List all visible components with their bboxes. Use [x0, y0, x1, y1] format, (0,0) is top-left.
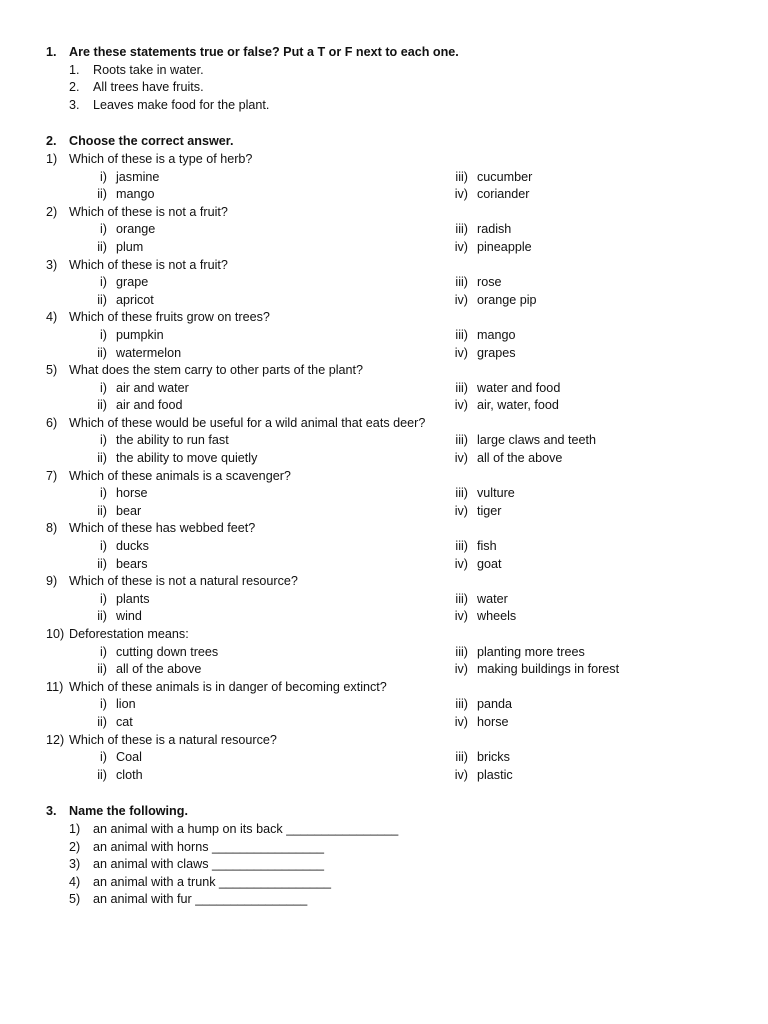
item-text: an animal with a trunk ________________ [93, 874, 332, 889]
option-numeral: iv) [454, 662, 468, 677]
answer-option [455, 696, 513, 714]
option-text: the ability to move quietly [116, 451, 258, 466]
question-text: Which of these would be useful for a wild animal that eats deer? [69, 415, 426, 430]
question-number: 1) [46, 151, 58, 166]
question-text: Which of these animals is in danger of becoming extinct? [69, 679, 387, 694]
option-numeral: iv) [454, 292, 468, 307]
true-false-item [0, 79, 768, 97]
option-row [0, 380, 768, 398]
option-text: plum [116, 239, 144, 254]
option-numeral: ii) [97, 714, 107, 729]
option-row [0, 239, 768, 257]
option-numeral: iii) [455, 380, 468, 395]
option-numeral: iv) [454, 609, 468, 624]
section-title: Choose the correct answer. [69, 134, 234, 149]
option-text: all of the above [477, 451, 563, 466]
option-row [0, 221, 768, 239]
option-row [0, 397, 768, 415]
option-text: all of the above [116, 662, 202, 677]
answer-option [455, 327, 516, 345]
answer-option [455, 538, 497, 556]
option-row [0, 696, 768, 714]
answer-option [97, 714, 133, 732]
question-number: 8) [46, 521, 58, 536]
option-numeral: iv) [454, 187, 468, 202]
question-number: 11) [46, 679, 64, 694]
option-row [0, 714, 768, 732]
option-row [0, 186, 768, 204]
answer-option [455, 432, 597, 450]
option-row [0, 749, 768, 767]
answer-option [97, 503, 142, 521]
section-spacer [0, 784, 768, 803]
option-text: air, water, food [477, 398, 559, 413]
option-text: air and water [116, 380, 189, 395]
option-text: water [477, 591, 508, 606]
item-text: All trees have fruits. [93, 80, 204, 95]
option-text: mango [116, 187, 155, 202]
option-numeral: i) [100, 539, 107, 554]
answer-option [455, 485, 515, 503]
name-item [0, 839, 768, 857]
option-text: air and food [116, 398, 183, 413]
option-text: bricks [477, 750, 510, 765]
option-text: apricot [116, 292, 154, 307]
option-row [0, 538, 768, 556]
item-text: an animal with horns ________________ [93, 839, 325, 854]
answer-option [455, 274, 502, 292]
question [0, 151, 768, 169]
option-numeral: ii) [97, 556, 107, 571]
option-numeral: iv) [454, 398, 468, 413]
option-row [0, 608, 768, 626]
option-text: jasmine [116, 169, 160, 184]
option-text: grapes [477, 345, 516, 360]
question-number: 5) [46, 363, 58, 378]
question-number: 12) [46, 732, 65, 747]
answer-option [455, 380, 561, 398]
option-numeral: iii) [455, 591, 468, 606]
option-numeral: iv) [454, 451, 468, 466]
answer-option [97, 239, 144, 257]
answer-option [100, 432, 229, 450]
option-numeral: iii) [455, 644, 468, 659]
question [0, 573, 768, 591]
item-text: an animal with fur ________________ [93, 892, 308, 907]
question-text: Which of these is a type of herb? [69, 151, 253, 166]
option-text: ducks [116, 539, 149, 554]
name-item [0, 891, 768, 909]
answer-option [100, 644, 219, 662]
option-row [0, 644, 768, 662]
item-number: 3. [69, 97, 80, 112]
option-numeral: iii) [455, 275, 468, 290]
question [0, 415, 768, 433]
true-false-item [0, 97, 768, 115]
answer-option [100, 169, 160, 187]
option-row [0, 503, 768, 521]
question-text: Which of these is not a fruit? [69, 257, 228, 272]
option-row [0, 485, 768, 503]
answer-option [454, 239, 532, 257]
option-text: grape [116, 275, 149, 290]
answer-option [97, 608, 142, 626]
answer-option [100, 485, 148, 503]
true-false-item [0, 62, 768, 80]
section-2-heading [0, 133, 768, 151]
option-row [0, 767, 768, 785]
question-number: 9) [46, 574, 58, 589]
option-numeral: i) [100, 275, 107, 290]
question [0, 732, 768, 750]
option-numeral: ii) [97, 609, 107, 624]
answer-option [454, 292, 537, 310]
option-text: plastic [477, 767, 513, 782]
option-numeral: ii) [97, 662, 107, 677]
option-numeral: iii) [455, 539, 468, 554]
section-number: 3. [46, 804, 57, 819]
section-1-heading [0, 44, 768, 62]
question-text: What does the stem carry to other parts of the plant? [69, 363, 364, 378]
option-numeral: i) [100, 169, 107, 184]
answer-option [454, 186, 530, 204]
item-text: Leaves make food for the plant. [93, 97, 270, 112]
answer-option [454, 767, 513, 785]
option-text: vulture [477, 486, 515, 501]
answer-option [455, 591, 508, 609]
option-numeral: i) [100, 697, 107, 712]
option-numeral: ii) [97, 503, 107, 518]
option-numeral: i) [100, 327, 107, 342]
answer-option [97, 397, 183, 415]
option-numeral: ii) [97, 398, 107, 413]
option-row [0, 169, 768, 187]
question-number: 6) [46, 415, 58, 430]
option-text: tiger [477, 503, 502, 518]
option-row [0, 591, 768, 609]
question-text: Which of these animals is a scavenger? [69, 468, 291, 483]
name-item [0, 821, 768, 839]
question [0, 468, 768, 486]
answer-option [97, 556, 148, 574]
option-numeral: iii) [455, 750, 468, 765]
option-numeral: i) [100, 433, 107, 448]
option-text: watermelon [116, 345, 182, 360]
item-text: Roots take in water. [93, 62, 204, 77]
option-text: panda [477, 697, 513, 712]
question [0, 520, 768, 538]
question-number: 7) [46, 468, 58, 483]
option-text: pineapple [477, 239, 532, 254]
answer-option [454, 503, 502, 521]
question-text: Which of these is a natural resource? [69, 732, 277, 747]
option-text: cutting down trees [116, 644, 219, 659]
option-numeral: iii) [455, 697, 468, 712]
option-numeral: ii) [97, 345, 107, 360]
question-text: Deforestation means: [69, 627, 189, 641]
question-number: 4) [46, 310, 58, 325]
option-row [0, 292, 768, 310]
option-row [0, 661, 768, 679]
option-text: bears [116, 556, 148, 571]
option-numeral: iii) [455, 486, 468, 501]
option-text: water and food [477, 380, 561, 395]
answer-option [100, 380, 189, 398]
answer-option [454, 608, 517, 626]
question [0, 679, 768, 697]
option-row [0, 432, 768, 450]
option-text: mango [477, 327, 516, 342]
option-text: cat [116, 714, 133, 729]
option-row [0, 450, 768, 468]
item-number: 1. [69, 62, 80, 77]
section-title: Name the following. [69, 804, 188, 819]
section-spacer [0, 114, 768, 133]
option-row [0, 345, 768, 363]
option-numeral: i) [100, 750, 107, 765]
section-number: 2. [46, 134, 57, 149]
option-text: the ability to run fast [116, 433, 229, 448]
item-number: 2. [69, 80, 80, 95]
question [0, 204, 768, 222]
option-numeral: i) [100, 644, 107, 659]
answer-option [454, 450, 563, 468]
question-list [0, 151, 768, 784]
answer-option [97, 767, 143, 785]
answer-option [454, 556, 502, 574]
answer-option [100, 538, 149, 556]
answer-option [455, 749, 510, 767]
question [0, 362, 768, 380]
question-number: 2) [46, 204, 58, 219]
answer-option [100, 749, 142, 767]
section-3-heading [0, 803, 768, 821]
answer-option [454, 397, 559, 415]
option-text: bear [116, 503, 142, 518]
option-text: horse [477, 714, 509, 729]
option-row [0, 274, 768, 292]
answer-option [97, 292, 154, 310]
answer-option [97, 345, 182, 363]
name-item [0, 856, 768, 874]
option-text: plants [116, 591, 150, 606]
option-text: orange pip [477, 292, 537, 307]
option-text: making buildings in forest [477, 662, 620, 677]
item-number: 5) [69, 892, 81, 907]
option-numeral: ii) [97, 451, 107, 466]
option-numeral: iv) [454, 345, 468, 360]
section-title: Are these statements true or false? Put a T or F next to each one. [69, 45, 459, 59]
answer-option [454, 661, 620, 679]
option-text: planting more trees [477, 644, 585, 659]
option-text: horse [116, 486, 148, 501]
option-text: goat [477, 556, 502, 571]
option-numeral: iv) [454, 239, 468, 254]
option-numeral: iv) [454, 556, 468, 571]
option-text: wheels [477, 609, 517, 624]
option-numeral: iii) [455, 169, 468, 184]
answer-option [97, 450, 258, 468]
option-text: cloth [116, 767, 143, 782]
item-text: an animal with a hump on its back ________________ [93, 821, 399, 836]
option-text: pumpkin [116, 327, 164, 342]
option-text: rose [477, 275, 502, 290]
option-numeral: ii) [97, 239, 107, 254]
answer-option [455, 221, 512, 239]
option-numeral: iv) [454, 714, 468, 729]
question-text: Which of these fruits grow on trees? [69, 310, 270, 325]
answer-option [455, 169, 533, 187]
worksheet [0, 44, 768, 909]
option-text: orange [116, 222, 156, 237]
option-text: Coal [116, 750, 142, 765]
option-text: cucumber [477, 169, 533, 184]
item-number: 1) [69, 821, 81, 836]
question-text: Which of these has webbed feet? [69, 521, 256, 536]
option-numeral: i) [100, 380, 107, 395]
answer-option [454, 714, 509, 732]
answer-option [100, 221, 156, 239]
option-row [0, 327, 768, 345]
answer-option [97, 661, 202, 679]
section-number: 1. [46, 45, 57, 59]
option-text: large claws and teeth [477, 433, 597, 448]
option-numeral: i) [100, 486, 107, 501]
question-text: Which of these is not a fruit? [69, 204, 228, 219]
option-numeral: ii) [97, 292, 107, 307]
answer-option [454, 345, 516, 363]
answer-option [100, 327, 164, 345]
option-numeral: iii) [455, 222, 468, 237]
option-text: radish [477, 222, 512, 237]
option-numeral: ii) [97, 187, 107, 202]
item-number: 3) [69, 857, 81, 872]
answer-option [100, 274, 149, 292]
answer-option [97, 186, 155, 204]
item-text: an animal with claws ________________ [93, 857, 325, 872]
question-number: 10) [46, 627, 65, 641]
option-text: wind [116, 609, 142, 624]
option-text: fish [477, 539, 497, 554]
option-row [0, 556, 768, 574]
option-numeral: iii) [455, 327, 468, 342]
question-text: Which of these is not a natural resource? [69, 574, 298, 589]
item-number: 4) [69, 874, 81, 889]
option-numeral: i) [100, 591, 107, 606]
option-text: lion [116, 697, 136, 712]
option-numeral: i) [100, 222, 107, 237]
option-numeral: iv) [454, 767, 468, 782]
answer-option [100, 591, 150, 609]
question [0, 626, 768, 644]
question [0, 257, 768, 275]
answer-option [100, 696, 136, 714]
option-text: coriander [477, 187, 530, 202]
option-numeral: iv) [454, 503, 468, 518]
name-item [0, 874, 768, 892]
answer-option [455, 644, 585, 662]
item-number: 2) [69, 839, 81, 854]
question [0, 309, 768, 327]
option-numeral: ii) [97, 767, 107, 782]
question-number: 3) [46, 257, 58, 272]
option-numeral: iii) [455, 433, 468, 448]
